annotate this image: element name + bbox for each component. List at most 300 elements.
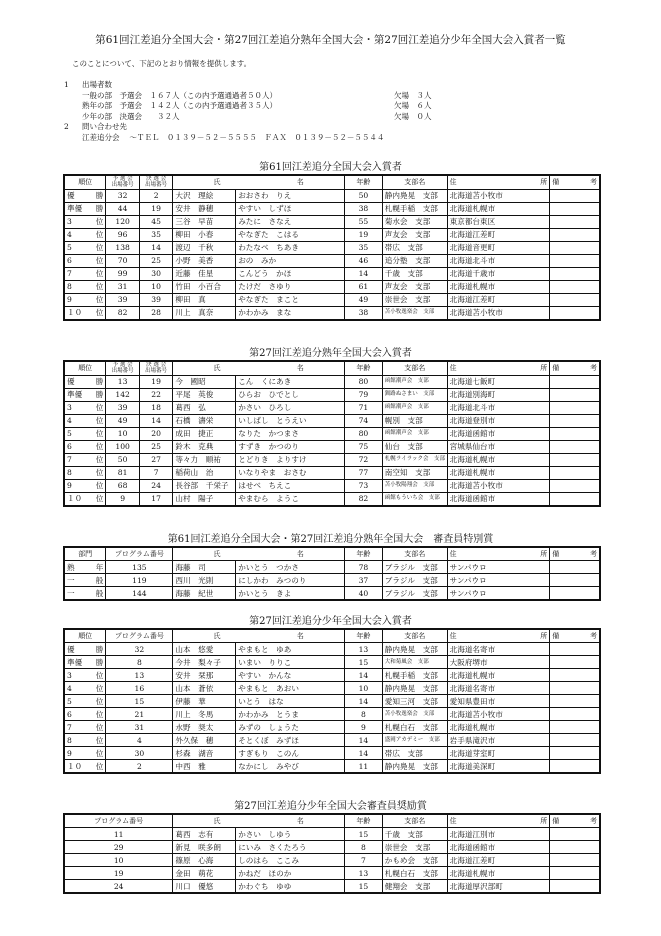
rank-cell-part: 位 (95, 282, 104, 291)
age-cell: 7 (345, 854, 383, 867)
rank-cell-part: 6 (67, 442, 72, 451)
prelim-number-cell: 44 (106, 202, 140, 215)
division-header: 部門 (64, 547, 106, 561)
rank-cell-part: 勝 (95, 377, 104, 386)
age-cell: 15 (345, 880, 383, 894)
senior-table (63, 360, 601, 507)
age-cell: 80 (345, 375, 383, 388)
given-header: 名 (296, 177, 304, 186)
rank-cell-part: 位 (95, 442, 104, 451)
age-cell: 80 (345, 427, 383, 440)
age-cell: 71 (345, 401, 383, 414)
rank-cell-part: 優 (67, 191, 75, 200)
name-cell: 川口 優悠 (173, 880, 236, 894)
age-cell: 14 (345, 747, 383, 760)
age-cell: 79 (345, 388, 383, 401)
rank-cell-part: 勝 (95, 191, 104, 200)
age-cell: 35 (345, 241, 383, 254)
prelim-number-cell: 100 (106, 440, 140, 453)
address-cell: 北海道江差町 (447, 854, 550, 867)
rank-cell-part: 5 (67, 429, 72, 438)
rank-cell (64, 760, 106, 774)
rank-cell-part: 位 (95, 256, 104, 265)
rank-cell (64, 267, 106, 280)
kana-cell: かわかみ とうま (236, 708, 345, 721)
prelim-number-cell: 32 (106, 189, 140, 202)
final-number-cell: 27 (139, 453, 173, 466)
note-cell (550, 561, 600, 574)
name-cell: 今 國昭 (173, 375, 236, 388)
kana-cell: かねだ ほのか (236, 867, 345, 880)
participant-row: 熟年の部 予選会 １４２人（この内予選通過者３５人） (82, 101, 277, 110)
name-cell: 近藤 佳星 (173, 267, 236, 280)
kana-cell: そとくぼ みずほ (236, 734, 345, 747)
rank-cell-part: 位 (95, 683, 104, 693)
item-label: 問い合わせ先 (82, 122, 127, 131)
name-cell: 伊藤 華 (173, 695, 236, 708)
note-header (550, 814, 600, 828)
name-cell: 川上 冬馬 (173, 708, 236, 721)
address-cell: 北海道札幌市 (447, 466, 550, 479)
name-cell: 葛西 志有 (173, 828, 236, 841)
absent-count: 欠場 ６人 (394, 101, 432, 110)
branch-cell: 静内鳧晃 支部 (382, 643, 447, 656)
table-row (64, 695, 600, 708)
table-row (64, 466, 600, 479)
note-cell (550, 280, 600, 293)
rank-cell (64, 388, 106, 401)
table-row (64, 854, 600, 867)
address-cell: 東京都台東区 (447, 215, 550, 228)
kana-cell: ひらお ひでとし (236, 388, 345, 401)
age-cell: 14 (345, 734, 383, 747)
address-cell: 北海道札幌市 (447, 280, 550, 293)
table-row (64, 440, 600, 453)
rank-cell-part: １０ (67, 494, 83, 503)
rank-cell (64, 669, 106, 682)
name-header (173, 175, 345, 189)
branch-cell: 千歳 支部 (382, 267, 447, 280)
rank-cell (64, 293, 106, 306)
branch-cell: 崇世会 支部 (382, 293, 447, 306)
kana-cell: すぎもり このん (236, 747, 345, 760)
prelim-number-header (106, 361, 140, 375)
name-cell: 海藤 紀世 (173, 587, 236, 601)
address-cell: 北海道美深町 (447, 760, 550, 774)
age-cell: 50 (345, 189, 383, 202)
address-cell: 北海道苫小牧市 (447, 479, 550, 492)
kana-cell: やなぎた まこと (236, 293, 345, 306)
name-header (173, 547, 345, 561)
age-cell: 13 (345, 643, 383, 656)
name-cell: 柳田 小春 (173, 228, 236, 241)
rank-cell-part: 位 (95, 403, 104, 412)
kana-cell: たけだ さゆり (236, 280, 345, 293)
table-row (64, 280, 600, 293)
prelim-number-cell: 13 (106, 375, 140, 388)
rank-cell-part: 位 (95, 416, 104, 425)
rank-cell (64, 708, 106, 721)
header-row (64, 361, 600, 375)
table-row (64, 561, 600, 574)
address-cell: サンパウロ (447, 574, 550, 587)
prelim-number-cell: 39 (106, 401, 140, 414)
name-cell: 等々力 順祐 (173, 453, 236, 466)
name-cell: 外久保 穂 (173, 734, 236, 747)
rank-cell-part: 3 (67, 403, 72, 412)
prelim-number-cell: 70 (106, 254, 140, 267)
name-cell: 長谷部 千栄子 (173, 479, 236, 492)
address-cell: 北海道札幌市 (447, 453, 550, 466)
rank-cell (64, 643, 106, 656)
kana-cell: かいとう つかさ (236, 561, 345, 574)
senior-title: 第27回江差追分熟年全国大会入賞者 (249, 348, 412, 359)
rank-cell-part: 9 (67, 295, 72, 304)
name-cell: 安井 栞那 (173, 669, 236, 682)
rank-cell-part: 勝 (95, 390, 104, 399)
final-number-header-bottom: 出場番号 (145, 368, 168, 375)
rank-cell (64, 241, 106, 254)
junior-title: 第27回江差追分少年全国大会入賞者 (249, 616, 412, 627)
division-cell-part: 一 (67, 588, 75, 598)
table-row (64, 453, 600, 466)
branch-header: 支部名 (382, 175, 447, 189)
age-header: 年齢 (345, 814, 383, 828)
participant-row: 一般の部 予選会 １６７人（この内予選通過者５０人） (82, 90, 277, 100)
rank-cell (64, 453, 106, 466)
final-number-cell: 25 (139, 254, 173, 267)
rank-cell-part: 位 (95, 494, 104, 503)
note-header-part: 考 (590, 363, 597, 372)
rank-cell (64, 440, 106, 453)
branch-cell: ブラジル 支部 (382, 587, 447, 601)
branch-cell: 静内鳧晃 支部 (382, 189, 447, 202)
kana-cell: おの みか (236, 254, 345, 267)
age-cell: 14 (345, 669, 383, 682)
item-number: 1 (64, 80, 69, 89)
address-header-part: 所 (540, 177, 548, 186)
branch-cell: 釧路ぬさまい 支部 (382, 388, 447, 401)
division-cell-part: 般 (95, 588, 104, 598)
rank-cell-part: １０ (67, 308, 83, 317)
table-row (64, 306, 600, 320)
junior-table (63, 628, 601, 774)
note-cell (550, 466, 600, 479)
name-cell: 平尾 英俊 (173, 388, 236, 401)
program-number-header: プログラム番号 (64, 814, 173, 828)
note-header-part: 考 (590, 549, 597, 558)
branch-cell: 菊水会 支部 (382, 215, 447, 228)
name-cell: 山本 蒼依 (173, 682, 236, 695)
prelim-number-cell: 99 (106, 267, 140, 280)
address-cell: 北海道厚沢部町 (447, 880, 550, 894)
age-cell: 8 (345, 841, 383, 854)
rank-cell-part: 準優 (67, 390, 83, 399)
rank-cell (64, 427, 106, 440)
note-header-part: 備 (552, 631, 560, 640)
table-row (64, 682, 600, 695)
rank-cell-part: １０ (67, 761, 83, 771)
note-cell (550, 643, 600, 656)
item-label: 出場者数 (82, 80, 112, 89)
rank-cell-part: 位 (95, 735, 104, 745)
table-row (64, 401, 600, 414)
rank-cell-part: 優 (67, 644, 75, 654)
rank-cell-part: 位 (95, 295, 104, 304)
rank-cell-part: 4 (67, 230, 72, 239)
note-header (550, 175, 600, 189)
kana-cell: みずの しょうた (236, 721, 345, 734)
rank-cell (64, 682, 106, 695)
rank-cell-part: 8 (67, 735, 72, 745)
age-cell: 78 (345, 561, 383, 574)
address-cell: 北海道千歳市 (447, 267, 550, 280)
rank-cell (64, 747, 106, 760)
age-header: 年齢 (345, 629, 383, 643)
rank-cell (64, 479, 106, 492)
prelim-number-header-top: 予 選 会 (112, 362, 133, 369)
branch-cell: 函館潮声会 支部 (382, 401, 447, 414)
final-number-header-bottom: 出場番号 (145, 182, 168, 189)
note-cell (550, 189, 600, 202)
rank-cell-part: 5 (67, 243, 72, 252)
rank-cell-part: 位 (95, 243, 104, 252)
prelim-number-header-top: 予 選 会 (112, 176, 133, 183)
note-cell (550, 453, 600, 466)
kana-cell: やすい かんな (236, 669, 345, 682)
note-cell (550, 867, 600, 880)
rank-cell (64, 492, 106, 506)
info-section (64, 80, 432, 143)
address-header (447, 814, 550, 828)
rank-header: 順位 (64, 361, 106, 375)
table-row (64, 479, 600, 492)
age-cell: 74 (345, 414, 383, 427)
age-header: 年齢 (345, 175, 383, 189)
age-header: 年齢 (345, 361, 383, 375)
rank-cell-part: 位 (95, 230, 104, 239)
table-row (64, 293, 600, 306)
kana-cell: やまもと あおい (236, 682, 345, 695)
note-cell (550, 841, 600, 854)
rank-cell-part: 位 (95, 429, 104, 438)
address-cell: 岩手県滝沢市 (447, 734, 550, 747)
address-cell: 北海道北斗市 (447, 254, 550, 267)
rank-cell (64, 228, 106, 241)
prelim-number-header (106, 175, 140, 189)
address-cell: 北海道七飯町 (447, 375, 550, 388)
age-cell: 15 (345, 828, 383, 841)
address-header-part: 所 (540, 631, 548, 640)
age-cell: 14 (345, 695, 383, 708)
note-header (550, 361, 600, 375)
prelim-number-cell: 81 (106, 466, 140, 479)
branch-cell: 仙台 支部 (382, 440, 447, 453)
final-number-cell: 10 (139, 280, 173, 293)
kana-cell: みたに さなえ (236, 215, 345, 228)
branch-cell: 千歳 支部 (382, 828, 447, 841)
kana-cell: こんどう かほ (236, 267, 345, 280)
table-row (64, 828, 600, 841)
final-number-cell: 30 (139, 267, 173, 280)
note-header (550, 547, 600, 561)
name-cell: 西川 光則 (173, 574, 236, 587)
address-cell: 北海道北斗市 (447, 401, 550, 414)
address-cell: 北海道札幌市 (447, 669, 550, 682)
address-cell: サンパウロ (447, 561, 550, 574)
prelim-number-cell: 96 (106, 228, 140, 241)
program-number-cell: 2 (106, 760, 173, 774)
branch-cell: ブラジル 支部 (382, 561, 447, 574)
branch-cell: 札幌手稲 支部 (382, 202, 447, 215)
kana-cell: やすい しずほ (236, 202, 345, 215)
general-title: 第61回江差追分全国大会入賞者 (259, 162, 402, 173)
address-cell: 北海道札幌市 (447, 721, 550, 734)
rank-cell (64, 721, 106, 734)
program-number-header: プログラム番号 (106, 629, 173, 643)
header-row (64, 814, 600, 828)
program-number-cell: 16 (106, 682, 173, 695)
kana-cell: かさい しゆう (236, 828, 345, 841)
prelim-number-cell: 39 (106, 293, 140, 306)
kana-cell: こん くにあき (236, 375, 345, 388)
name-cell: 大沢 理絵 (173, 189, 236, 202)
final-number-cell: 18 (139, 401, 173, 414)
branch-cell: 函館潮声会 支部 (382, 427, 447, 440)
address-header-part: 所 (540, 549, 548, 558)
program-number-cell: 10 (64, 854, 173, 867)
contact-info: 江差追分会 ～ＴＥＬ ０１３９－５２－５５５５ ＦＡＸ ０１３９－５２－５５４４ (82, 132, 385, 142)
name-cell: 海藤 司 (173, 561, 236, 574)
program-number-cell: 19 (64, 867, 173, 880)
rank-cell (64, 202, 106, 215)
rank-cell-part: 5 (67, 696, 72, 706)
rank-cell-part: 位 (95, 761, 104, 771)
note-cell (550, 492, 600, 506)
table-row (64, 241, 600, 254)
program-number-cell: 4 (106, 734, 173, 747)
name-cell: 葛西 弘 (173, 401, 236, 414)
address-header (447, 175, 550, 189)
rank-cell (64, 734, 106, 747)
table-row (64, 215, 600, 228)
age-cell: 19 (345, 228, 383, 241)
division-cell (64, 574, 106, 587)
program-number-cell: 30 (106, 747, 173, 760)
rank-cell-part: 勝 (95, 204, 104, 213)
given-header: 名 (296, 816, 304, 825)
table-row (64, 587, 600, 601)
address-header-part: 住 (449, 631, 457, 640)
rank-cell-part: 6 (67, 256, 72, 265)
address-header (447, 361, 550, 375)
note-cell (550, 388, 600, 401)
name-cell: 小野 美香 (173, 254, 236, 267)
branch-cell: 札幌手稲 支部 (382, 669, 447, 682)
program-number-cell: 11 (64, 828, 173, 841)
rank-cell-part: 3 (67, 217, 72, 226)
table-row (64, 189, 600, 202)
branch-cell: 南空知 支部 (382, 466, 447, 479)
rank-cell-part: 位 (95, 722, 104, 732)
branch-cell: 幌別 支部 (382, 414, 447, 427)
program-number-cell: 21 (106, 708, 173, 721)
note-cell (550, 267, 600, 280)
note-cell (550, 215, 600, 228)
address-cell: 北海道登別市 (447, 414, 550, 427)
rank-cell-part: 6 (67, 709, 72, 719)
age-cell: 82 (345, 492, 383, 506)
note-cell (550, 682, 600, 695)
name-cell: 金田 萌花 (173, 867, 236, 880)
program-number-header: プログラム番号 (106, 547, 173, 561)
name-cell: 三谷 早苗 (173, 215, 236, 228)
surname-header: 氏 (213, 816, 221, 825)
address-cell: 宮城県仙台市 (447, 440, 550, 453)
prelim-number-cell: 49 (106, 414, 140, 427)
document-title: 第61回江差追分全国大会・第27回江差追分熟年全国大会・第27回江差追分少年全国大会入賞者一覧 (95, 34, 566, 46)
program-number-cell: 32 (106, 643, 173, 656)
given-header: 名 (296, 363, 304, 372)
rank-header: 順位 (64, 629, 106, 643)
rank-cell (64, 656, 106, 669)
header-row (64, 175, 600, 189)
program-number-cell: 135 (106, 561, 173, 574)
kana-cell: いまい りりこ (236, 656, 345, 669)
surname-header: 氏 (213, 549, 221, 558)
kana-cell: やなぎた こはる (236, 228, 345, 241)
note-header-part: 備 (552, 177, 560, 186)
name-cell: 安井 静穂 (173, 202, 236, 215)
address-header-part: 所 (540, 363, 548, 372)
age-cell: 73 (345, 479, 383, 492)
address-cell: 北海道名寄市 (447, 643, 550, 656)
division-cell-part: 年 (95, 562, 104, 572)
name-cell: 竹田 小百合 (173, 280, 236, 293)
table-row (64, 734, 600, 747)
kana-cell: とどりき よりすけ (236, 453, 345, 466)
branch-cell: 崇世会 支部 (382, 841, 447, 854)
branch-cell: 帯広 支部 (382, 747, 447, 760)
age-cell: 38 (345, 202, 383, 215)
rank-cell-part: 位 (95, 748, 104, 758)
name-cell: 稲荷山 治 (173, 466, 236, 479)
note-header (550, 629, 600, 643)
note-header-part: 備 (552, 816, 560, 825)
table-row (64, 669, 600, 682)
age-cell: 13 (345, 867, 383, 880)
general-table (63, 174, 601, 321)
special-table (63, 546, 601, 601)
branch-cell: 健翔会 支部 (382, 880, 447, 894)
note-cell (550, 401, 600, 414)
given-header: 名 (296, 549, 304, 558)
absent-count: 欠場 ０人 (394, 111, 432, 121)
final-number-header-top: 決 選 会 (146, 362, 167, 369)
surname-header: 氏 (213, 631, 221, 640)
final-number-cell: 7 (139, 466, 173, 479)
note-cell (550, 202, 600, 215)
address-header-part: 住 (449, 816, 457, 825)
division-cell (64, 587, 106, 601)
final-number-cell: 2 (139, 189, 173, 202)
rank-cell-part: 7 (67, 455, 72, 464)
rank-cell-part: 準優 (67, 204, 83, 213)
address-cell: 北海道音更町 (447, 241, 550, 254)
prelim-number-cell: 82 (106, 306, 140, 320)
branch-cell: 苫小牧陽翔会 支部 (382, 479, 447, 492)
rank-cell-part: 位 (95, 455, 104, 464)
